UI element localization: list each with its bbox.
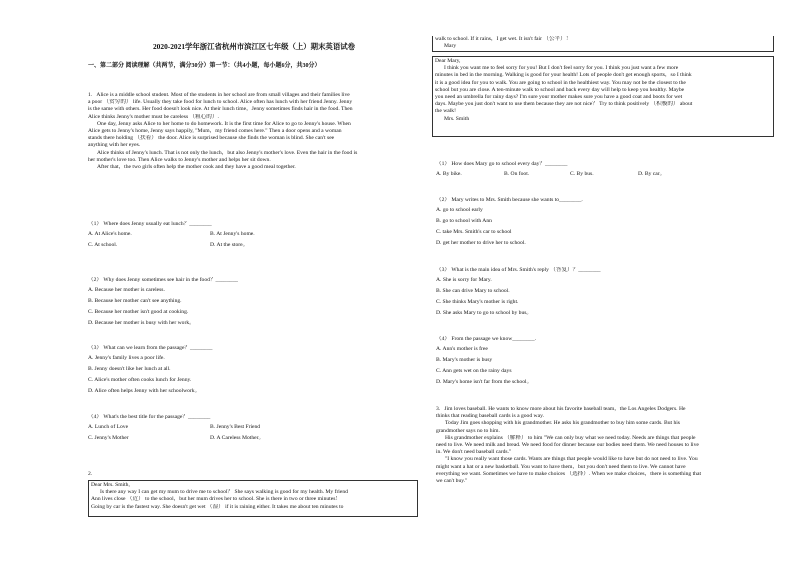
question-1 xyxy=(88,221,420,255)
option-c[interactable]: C. Because her mother isn't good at cooking. xyxy=(88,309,189,316)
option-b[interactable]: B. On foot. xyxy=(504,171,530,178)
letter-box-mary xyxy=(88,480,418,517)
option-d[interactable]: D. Mary's home isn't far from the school。 xyxy=(436,379,533,386)
question-stem: （3） What is the main idea of Mrs. Smith's reply （答复）？________ xyxy=(436,267,601,273)
option-a[interactable]: A. Because her mother is careless. xyxy=(88,287,165,294)
option-c[interactable]: C. take Mrs. Smith's car to school xyxy=(436,229,512,236)
passage-1 xyxy=(88,92,420,171)
passage-3-number: 3. xyxy=(436,406,441,412)
question-r2 xyxy=(436,197,776,253)
letter-greeting: Dear Mary, xyxy=(435,58,461,64)
option-b[interactable]: B. go to school with Ann xyxy=(436,218,492,225)
option-a[interactable]: A. go to school early xyxy=(436,207,483,214)
letter-box-mrs-smith xyxy=(432,56,774,137)
option-b[interactable]: B. Jenny's Best Friend xyxy=(210,424,261,431)
option-b[interactable]: B. Jenny doesn't like her lunch at all. xyxy=(88,366,171,373)
passage-1-line: anything with her eyes. xyxy=(88,142,141,149)
option-c[interactable]: C. Alice's mother often cooks lunch for Jenny. xyxy=(88,377,192,384)
letter-signature: Mary xyxy=(444,43,457,50)
option-c[interactable]: C. At school. xyxy=(88,242,118,249)
letter-line: the walk! xyxy=(435,108,456,115)
letter-greeting: Dear Mrs. Smith, xyxy=(91,482,130,488)
passage-1-line: a poor （贫穷的） life. Usually they take food for lunch to school. Alice often has lunch with her friend Jenny. Jenny xyxy=(88,99,353,106)
option-d[interactable]: D. At the store。 xyxy=(210,242,249,249)
letter-line: I think you want me to feel sorry for you! But I don't feel sorry for you. I think you just want a few more xyxy=(444,65,679,72)
question-stem: （4） What's the best title for the passage？________ xyxy=(88,414,211,420)
question-r4 xyxy=(436,336,776,392)
option-d[interactable]: D. A Careless Mother。 xyxy=(210,435,265,442)
passage-3-line: we can't buy." xyxy=(436,478,468,485)
passage-1-line: is the same with others. Her food doesn't look nice. At their lunch time，Jenny sometimes finds hair in the food. Then xyxy=(88,106,353,113)
page-title: 2020-2021学年浙江省杭州市滨江区七年级（上）期末英语试卷 xyxy=(152,42,355,51)
option-d[interactable]: D. By car。 xyxy=(638,171,666,178)
option-a[interactable]: A. At Alice's home. xyxy=(88,231,132,238)
question-stem: （1） Where does Jenny usually eat lunch？________ xyxy=(88,221,212,227)
question-stem: （1） How does Mary go to school every day？________ xyxy=(436,161,568,167)
option-d[interactable]: D. She asks Mary to go to school by bus。 xyxy=(436,310,533,317)
passage-3-line: need to live. We need milk and bread. We need food for dinner because our bodies need them. We need houses to live xyxy=(436,442,699,449)
letter-line: Is there any way I can get my mum to drive me to school？ She says walking is good for my health. My friend xyxy=(100,489,348,496)
passage-3-line: thinks that reading baseball cards is a good way. xyxy=(436,413,544,420)
letter-box-mary-continued xyxy=(432,36,774,52)
option-b[interactable]: B. Because her mother can't see anything. xyxy=(88,298,182,305)
passage-3-line: Today Jim goes shopping with his grandmother. He asks his grandmother to buy him some cards. But his xyxy=(445,420,680,427)
letter-line: you need an umbrella for rainy days? I'm sure your mother makes sure you have a good coat and boots for wet xyxy=(435,94,683,101)
question-4 xyxy=(88,414,420,448)
question-stem: （2） Why does Jenny sometimes see hair in the food？________ xyxy=(88,277,238,283)
question-r1 xyxy=(436,161,776,183)
passage-2-number: 2. xyxy=(88,471,93,477)
letter-line: it is a good idea for you to walk. You are going to school in the healthiest way. You may not be the closest to the xyxy=(435,79,686,86)
option-c[interactable]: C. Ann gets wet on the rainy days xyxy=(436,368,512,375)
letter-line: Ann lives close （近） to the school，but her mum drives her to school. She is there in two or three minutes！ xyxy=(91,496,341,503)
option-a[interactable]: A. Jenny's family lives a poor life. xyxy=(88,355,165,362)
passage-3-line: 3. Jim loves baseball. He wants to know more about his favorite baseball team，the Los Angeles Dodgers. He xyxy=(436,406,686,412)
option-c[interactable]: C. Jenny's Mother xyxy=(88,435,129,442)
option-b[interactable]: B. Mary's mother is busy xyxy=(436,357,493,364)
passage-3-line: might want a hat or a new basketball. You want to have them，but you don't need them to live. We cannot have xyxy=(436,463,686,470)
option-d[interactable]: D. Alice often helps Jenny with her schoolwork。 xyxy=(88,388,201,395)
passage-1-line: Alice gets to Jenny's home, Jenny says happily, "Mum，my friend comes here." Then a door opens and a woman xyxy=(88,128,342,135)
option-b[interactable]: B. At Jenny's home. xyxy=(210,231,255,238)
passage-1-line: Alice thinks Jenny's mother must be careless （粗心的）. xyxy=(88,113,219,120)
letter-line: Going by car is the fastest way. She doesn't get wet （湿） if it is raining either. It takes me about ten minutes to xyxy=(91,503,344,510)
letter-line: school but you are close. A ten-minute walk to school and back every day will help to keep you healthy. Maybe xyxy=(435,86,685,93)
passage-3-line: in. We don't need baseball cards." xyxy=(436,449,512,456)
option-c[interactable]: C. By bus. xyxy=(570,171,594,178)
passage-1-line: stands there holding （扶着） the door. Alice is surprised because she finds the woman is blind. She can't see xyxy=(88,135,335,142)
question-3 xyxy=(88,345,420,401)
question-2 xyxy=(88,277,420,333)
question-r3 xyxy=(436,267,776,323)
passage-3-line: everything we want. Sometimes we have to make choices （选择）. When we make choices，there is something that xyxy=(436,470,702,477)
option-d[interactable]: D. get her mother to drive her to school. xyxy=(436,240,526,247)
option-a[interactable]: A. Ann's mother is free xyxy=(436,346,488,353)
option-a[interactable]: A. By bike. xyxy=(436,171,462,178)
passage-1-line: her mother's love too. Then Alice walks to Jenny's mother and helps her sit down. xyxy=(88,156,271,163)
section-heading: 一、第二部分 阅读理解（共两节，满分30分）第一节：（共4小题，每小题6分，共30分） xyxy=(88,63,321,69)
passage-3-line: "I know you really want those cards. Wants are things that people would like to have but do not need to live. You xyxy=(445,456,698,463)
question-stem: （4） From the passage we know________. xyxy=(436,336,537,342)
option-a[interactable]: A. Lunch of Love xyxy=(88,424,129,431)
question-stem: （3） What can we learn from the passage？________ xyxy=(88,345,213,351)
letter-line: minutes in bed in the morning. Walking is good for your health! Lots of people don't get enough sports，so I think xyxy=(435,72,692,79)
option-b[interactable]: B. She can drive Mary to school. xyxy=(436,288,510,295)
option-c[interactable]: C. She thinks Mary's mother is right. xyxy=(436,299,519,306)
passage-1-line: 1. Alice is a middle school student. Most of the students in her school are from small villages and their families live xyxy=(88,92,350,98)
passage-1-number: 1. xyxy=(88,92,93,98)
passage-3-line: grandmother says no to him. xyxy=(436,427,500,434)
letter-signature: Mrs. Smith xyxy=(444,115,470,122)
option-d[interactable]: D. Because her mother is busy with her work。 xyxy=(88,320,195,327)
question-stem: （2） Mary writes to Mrs. Smith because she wants to________. xyxy=(436,197,583,203)
letter-line: walk to school. If it rains，I get wet. It isn't fair （公平）！ xyxy=(435,36,572,42)
passage-3 xyxy=(436,406,776,485)
passage-1-line: After that，the two girls often help the mother cook and they have a good meal together. xyxy=(97,164,296,171)
letter-line: days. Maybe you just don't want to use them because they are not nice？ Try to think positively （积极的） about xyxy=(435,101,693,108)
option-a[interactable]: A. She is sorry for Mary. xyxy=(436,277,492,284)
passage-3-line: His grandmother explains （解释） to him "We can only buy what we need today. Needs are things that people xyxy=(445,434,696,441)
passage-1-line: One day, Jenny asks Alice to her home to do homework. It is the first time for Alice to go to Jenny's house. When xyxy=(97,120,351,127)
passage-1-line: Alice thinks of Jenny's lunch. That is not only the lunch，but also Jenny's mother's love. Even the hair in the food is xyxy=(97,149,358,156)
